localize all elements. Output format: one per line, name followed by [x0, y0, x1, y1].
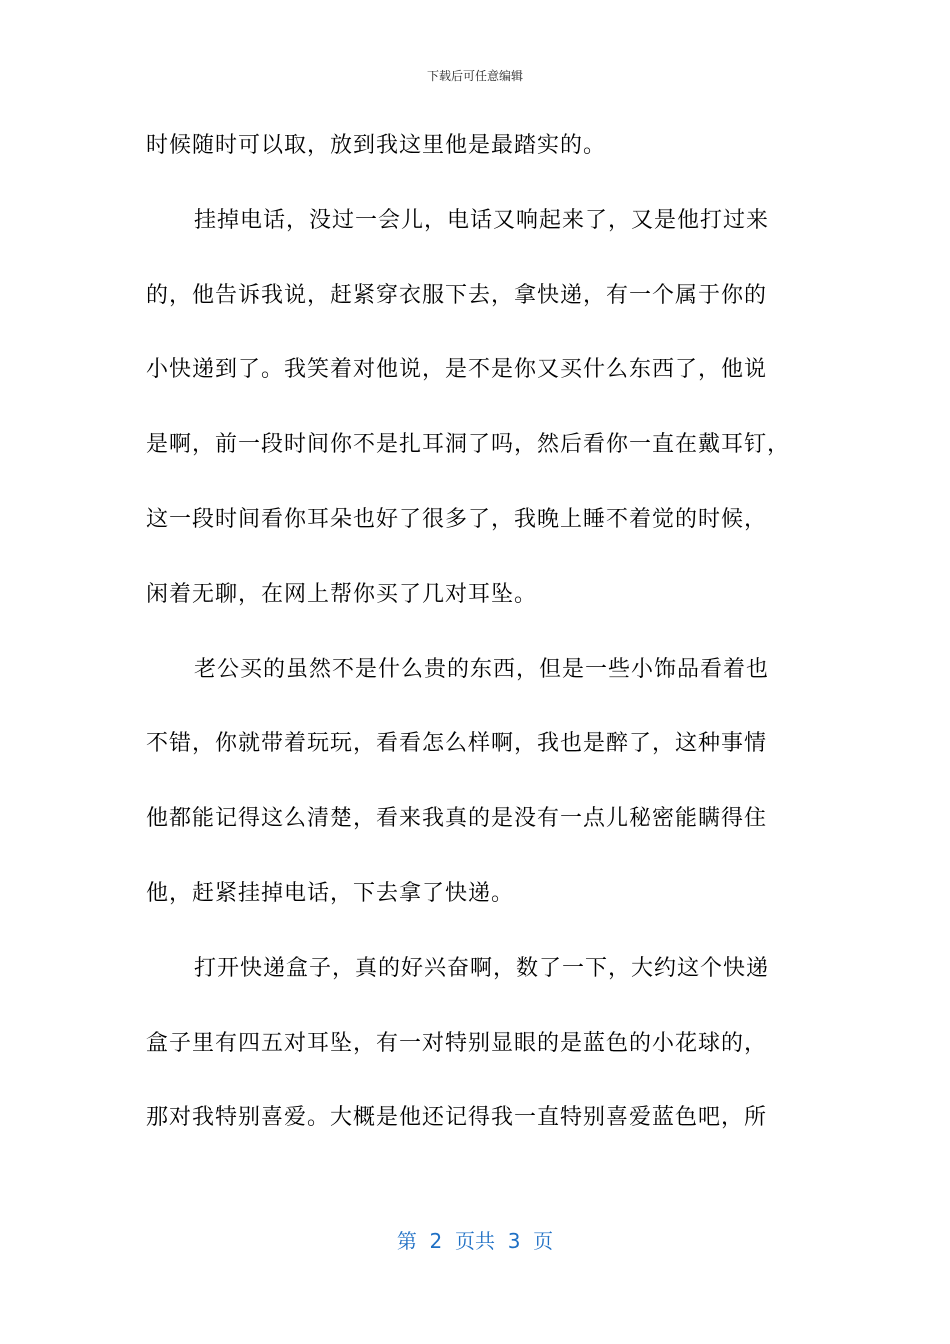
- text-line: 是啊，前一段时间你不是扎耳洞了吗，然后看你一直在戴耳钉，: [146, 432, 791, 458]
- paragraph-first-line: 打开快递盒子，真的好兴奋啊，数了一下，大约这个快递: [194, 955, 770, 981]
- text-line: 的，他告诉我说，赶紧穿衣服下去，拿快递，有一个属于你的: [146, 282, 768, 308]
- header-note: 下载后可任意编辑: [426, 69, 523, 83]
- page-number-footer: 第 2 页共 3 页: [396, 1229, 554, 1253]
- text-line: 盒子里有四五对耳坠，有一对特别显眼的是蓝色的小花球的，: [146, 1030, 768, 1056]
- text-line: 他都能记得这么清楚，看来我真的是没有一点儿秘密能瞒得住: [146, 806, 768, 832]
- text-line: 这一段时间看你耳朵也好了很多了，我晚上睡不着觉的时候，: [146, 506, 768, 532]
- text-line: 闲着无聊，在网上帮你买了几对耳坠。: [146, 581, 538, 607]
- paragraph-first-line: 挂掉电话，没过一会儿，电话又响起来了，又是他打过来: [194, 207, 770, 233]
- text-line: 不错，你就带着玩玩，看看怎么样啊，我也是醉了，这种事情: [146, 731, 768, 757]
- document-body: [146, 124, 816, 1171]
- text-line: 他，赶紧挂掉电话，下去拿了快递。: [146, 880, 515, 906]
- text-line: 时候随时可以取，放到我这里他是最踏实的。: [146, 133, 607, 158]
- paragraph-first-line: 老公买的虽然不是什么贵的东西，但是一些小饰品看着也: [194, 656, 770, 682]
- text-line: 那对我特别喜爱。大概是他还记得我一直特别喜爱蓝色吧，所: [146, 1105, 768, 1131]
- text-line: 小快递到了。我笑着对他说，是不是你又买什么东西了，他说: [146, 357, 768, 383]
